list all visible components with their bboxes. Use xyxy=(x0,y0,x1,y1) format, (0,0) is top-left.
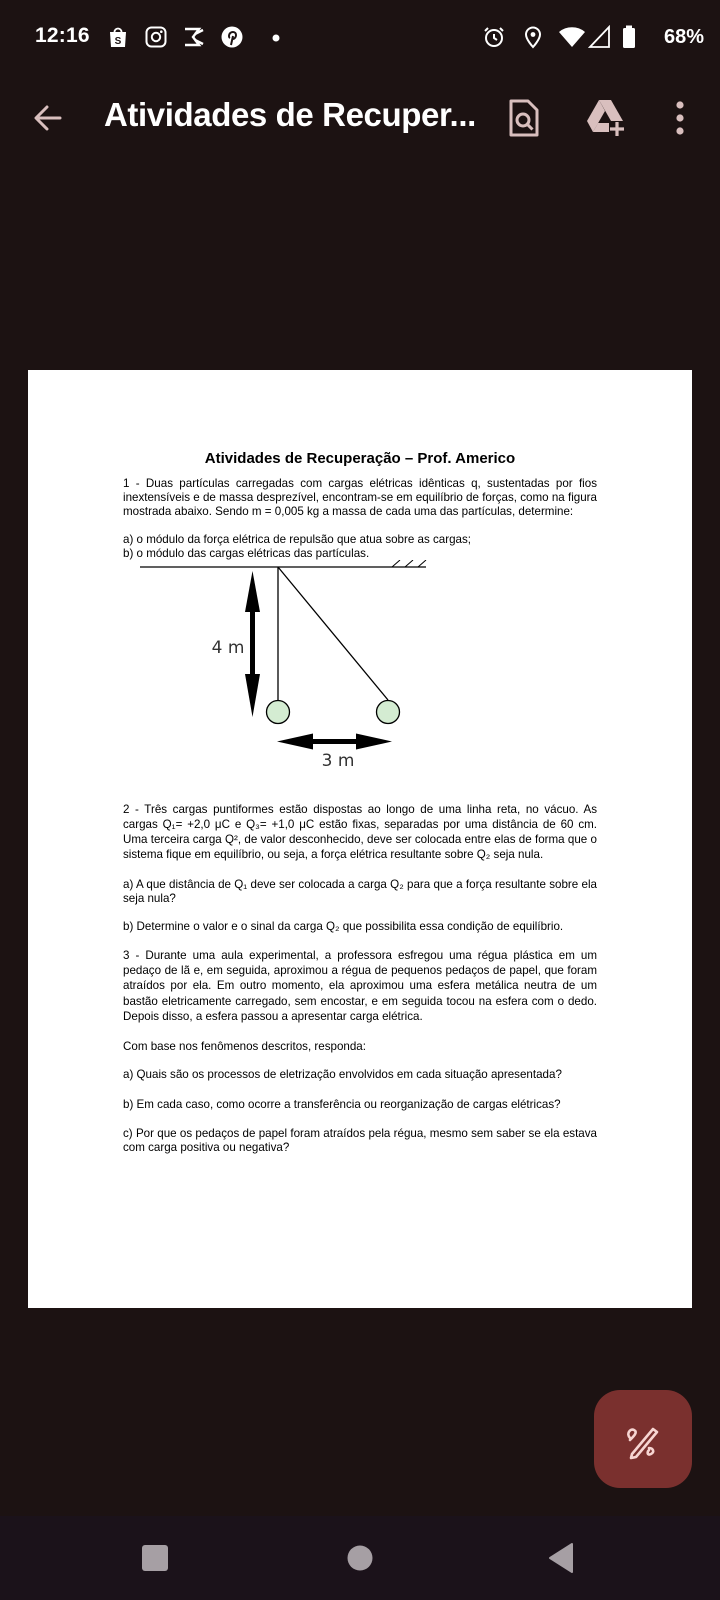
add-to-drive-button[interactable] xyxy=(584,96,628,140)
question-2a: a) A que distância de Q₁ deve ser colocada a carga Q₂ para que a força resultante sobre ela seja nula? xyxy=(123,878,597,906)
question-2-text: 2 - Três cargas puntiformes estão dispostas ao longo de uma linha reta, no vácuo. As cargas Q₁= +2,0 μC e Q₃= +1,0 μC estão fixas, separadas por uma distância de 60 cm. Uma terceira carga Q², de valor desconhecido, deve ser colocada entre elas de forma que o sistema fique em equilíbrio, ou seja, a força elétrica resultante sobre Q₂ seja nula. xyxy=(123,803,597,861)
search-document-button[interactable] xyxy=(502,96,546,140)
alarm-icon xyxy=(482,25,506,49)
annotate-pen-icon xyxy=(594,1390,692,1488)
back-nav-button[interactable] xyxy=(540,1536,584,1580)
svg-text:S: S xyxy=(114,36,122,47)
question-1a: a) o módulo da força elétrica de repulsão que atua sobre as cargas; xyxy=(123,533,472,546)
annotate-fab-button[interactable] xyxy=(594,1390,692,1488)
inclined-string xyxy=(278,567,388,700)
more-options-button[interactable] xyxy=(660,96,700,140)
question-1-text: 1 - Duas partículas carregadas com cargas elétricas idênticas q, sustentadas por fios inextensíveis e de massa desprezível, encontram-se em equilíbrio de forças, como na figura mostrada abaixo. Sendo m = 0,005 kg a massa de cada uma das partículas, determine: xyxy=(123,477,597,519)
battery-percent: 68% xyxy=(663,26,704,48)
home-button[interactable] xyxy=(338,1536,382,1580)
question-3a: a) Quais são os processos de eletrização envolvidos em cada situação apresentada? xyxy=(123,1068,562,1081)
vertical-dimension-arrow xyxy=(245,571,260,717)
question-3-intro: Com base nos fenômenos descritos, responda: xyxy=(123,1040,366,1053)
status-bar xyxy=(0,0,720,78)
capcut-icon xyxy=(182,25,206,49)
status-time: 12:16 xyxy=(35,24,90,47)
horizontal-dimension-label: 3 m xyxy=(321,751,355,771)
pinterest-icon xyxy=(220,25,244,49)
document-page[interactable] xyxy=(28,370,692,1308)
app-bar xyxy=(0,80,720,156)
back-button[interactable] xyxy=(28,98,68,138)
navigation-bar xyxy=(0,1516,720,1600)
recents-button[interactable] xyxy=(133,1536,177,1580)
battery-icon xyxy=(622,25,636,49)
signal-icon xyxy=(588,25,612,49)
sphere-right xyxy=(377,701,400,724)
pendulum-figure xyxy=(130,560,470,785)
doc-heading: Atividades de Recuperação – Prof. Americo xyxy=(204,450,516,467)
vertical-dimension-label: 4 m xyxy=(211,638,245,658)
shopee-icon xyxy=(106,25,130,49)
horizontal-dimension-arrow xyxy=(277,734,392,750)
question-2b: b) Determine o valor e o sinal da carga Q₂ que possibilita essa condição de equilíbrio. xyxy=(123,920,564,933)
document-title: Atividades de Recuper... xyxy=(104,96,476,133)
question-3-text: 3 - Durante uma aula experimental, a professora esfregou uma régua plástica em um pedaço de lã e, em seguida, aproximou a régua de pequenos pedaços de papel, que foram atraídos por ela. Em outro momento, ela aproximou uma esfera metálica neutra de um bastão eletricamente carregado, sem encostar, e em seguida tocou na esfera com o dedo. Depois disso, a esfera passou a apresentar carga elétrica. xyxy=(123,949,597,1023)
question-3b: b) Em cada caso, como ocorre a transferência ou reorganização de cargas elétricas? xyxy=(123,1098,561,1111)
sphere-left xyxy=(267,701,290,724)
wifi-icon xyxy=(558,25,586,49)
ceiling-hatch-icon xyxy=(392,560,426,567)
location-icon xyxy=(521,25,545,49)
question-1b: b) o módulo das cargas elétricas das partículas. xyxy=(123,547,370,560)
instagram-icon xyxy=(144,25,168,49)
more-notifications-dot-icon xyxy=(264,25,288,49)
question-3c: c) Por que os pedaços de papel foram atraídos pela régua, mesmo sem saber se ela estava com carga positiva ou negativa? xyxy=(123,1127,597,1155)
